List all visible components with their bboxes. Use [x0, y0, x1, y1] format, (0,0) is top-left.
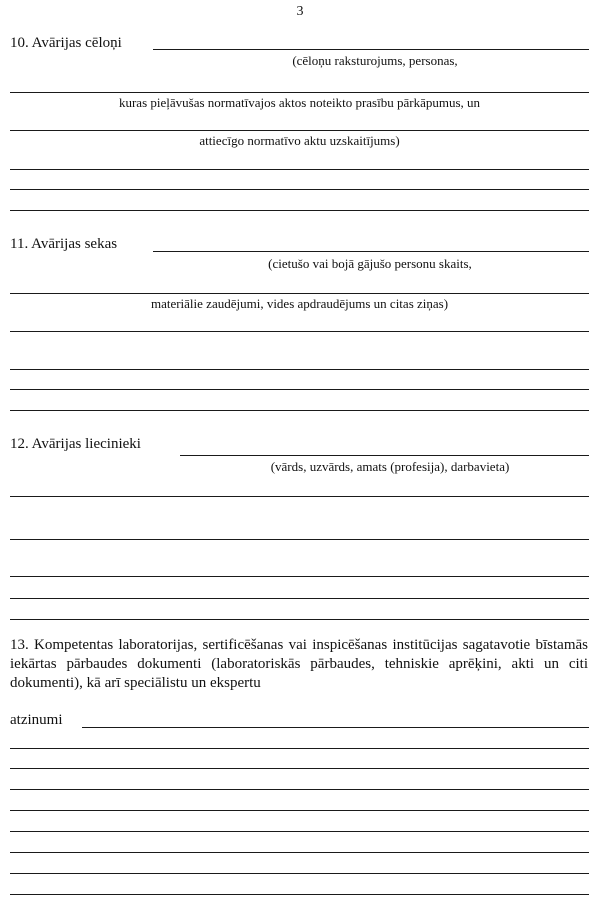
section-13-last-word: atzinumi	[10, 712, 63, 728]
section-12-line-2[interactable]	[10, 496, 589, 497]
section-11-answer-line[interactable]	[153, 251, 589, 252]
section-11-caption-1: (cietušo vai bojā gājušo personu skaits,	[268, 256, 472, 271]
page-number: 3	[296, 4, 304, 19]
section-11-line-2[interactable]	[10, 293, 589, 294]
section-10-label: 10. Avārijas cēloņi	[10, 35, 122, 51]
section-12-line-4[interactable]	[10, 576, 589, 577]
section-13-line-5[interactable]	[10, 810, 589, 811]
section-10-line-5[interactable]	[10, 189, 589, 190]
section-12-line-5[interactable]	[10, 598, 589, 599]
section-11-line-6[interactable]	[10, 410, 589, 411]
section-13-line-9[interactable]	[10, 894, 589, 895]
section-10-caption-2: kuras pieļāvušas normatīvajos aktos noteikto prasību pārkāpumus, un	[118, 95, 481, 110]
section-11-caption-2: materiālie zaudējumi, vides apdraudējums un citas ziņas)	[150, 296, 449, 311]
section-13-line-2[interactable]	[10, 748, 589, 749]
section-10-line-4[interactable]	[10, 169, 589, 170]
section-13-line-7[interactable]	[10, 852, 589, 853]
section-11-line-5[interactable]	[10, 389, 589, 390]
section-12-answer-line[interactable]	[180, 455, 589, 456]
section-13-answer-line[interactable]	[82, 727, 589, 728]
section-10-caption-1: (cēloņu raksturojums, personas,	[292, 53, 458, 68]
section-13-line-3[interactable]	[10, 768, 589, 769]
section-13-text: 13. Kompetentas laboratorijas, sertificēšanas vai inspicēšanas institūcijas sagatavotie bīstamās iekārtas pārbaudes dokumenti (laboratoriskās pārbaudes, tehniskie aprēķini, akti un citi dokumenti), kā arī speciālistu un ekspertu	[10, 637, 588, 691]
section-11-label: 11. Avārijas sekas	[10, 236, 118, 252]
section-11-line-4[interactable]	[10, 369, 589, 370]
section-10-line-2[interactable]	[10, 92, 589, 93]
section-12-caption-1: (vārds, uzvārds, amats (profesija), darbavieta)	[270, 459, 510, 474]
section-12-line-6[interactable]	[10, 619, 589, 620]
section-13-line-8[interactable]	[10, 873, 589, 874]
section-10-caption-3: attiecīgo normatīvo aktu uzskaitījums)	[199, 133, 400, 148]
section-10-line-6[interactable]	[10, 210, 589, 211]
section-13-line-6[interactable]	[10, 831, 589, 832]
section-13-line-4[interactable]	[10, 789, 589, 790]
section-12-line-3[interactable]	[10, 539, 589, 540]
section-11-line-3[interactable]	[10, 331, 589, 332]
section-10-answer-line[interactable]	[153, 49, 589, 50]
section-12-label: 12. Avārijas liecinieki	[10, 436, 141, 452]
section-10-line-3[interactable]	[10, 130, 589, 131]
